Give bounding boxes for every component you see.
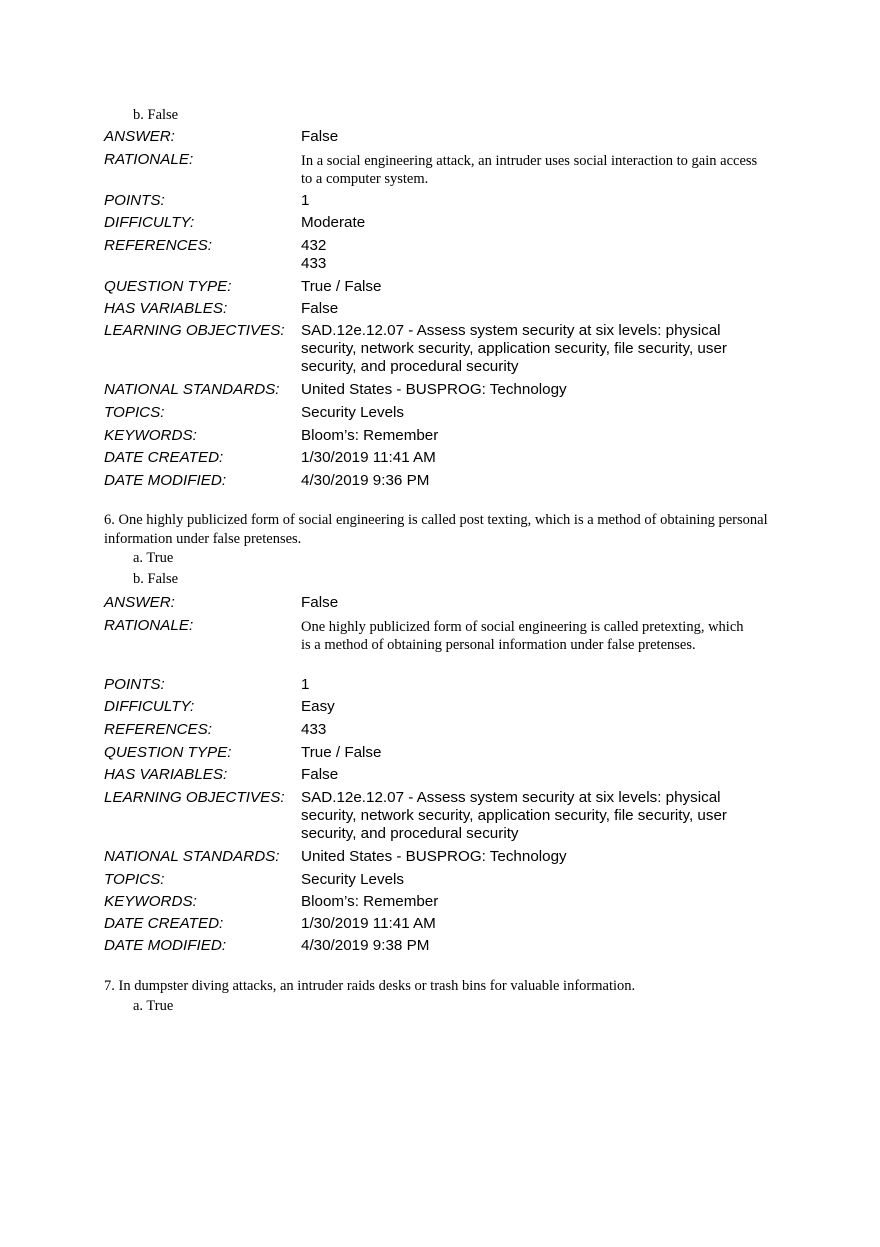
date-modified-label: DATE MODIFIED: (104, 937, 227, 954)
learning-objectives-label: LEARNING OBJECTIVES: (104, 322, 285, 339)
points-value: 1 (301, 192, 310, 209)
question-6-stem: 6. One highly publicized form of social engineering is called post texting, which is a method of obtaining personal information under false pretenses. (104, 512, 768, 547)
references-value: 433 (301, 721, 327, 738)
reference-item: 432 (301, 237, 327, 254)
keywords-label: KEYWORDS: (104, 893, 197, 910)
learning-objectives-value: SAD.12e.12.07 - Assess system security at six levels: physical security, network security, application security, file security, user security, and procedural security (301, 789, 727, 842)
q6-option-a: a. True (133, 550, 174, 566)
references-value (301, 237, 771, 273)
date-created-value: 1/30/2019 11:41 AM (301, 915, 436, 932)
references-label: REFERENCES: (104, 237, 213, 254)
date-created-value: 1/30/2019 11:41 AM (301, 449, 436, 466)
topics-value: Security Levels (301, 404, 404, 421)
has-variables-value: False (301, 300, 339, 317)
question-type-value: True / False (301, 278, 382, 295)
question-7-stem: 7. In dumpster diving attacks, an intruder raids desks or trash bins for valuable information. (104, 978, 636, 994)
date-created-label: DATE CREATED: (104, 449, 224, 466)
keywords-label: KEYWORDS: (104, 427, 197, 444)
rationale-label: RATIONALE: (104, 617, 194, 634)
points-label: POINTS: (104, 192, 165, 209)
difficulty-label: DIFFICULTY: (104, 214, 195, 231)
answer-label: ANSWER: (104, 128, 175, 145)
question-type-label: QUESTION TYPE: (104, 278, 232, 295)
has-variables-label: HAS VARIABLES: (104, 300, 228, 317)
rationale-value: In a social engineering attack, an intruder uses social interaction to gain access to a computer system. (301, 153, 758, 187)
answer-value: False (301, 594, 339, 611)
has-variables-label: HAS VARIABLES: (104, 766, 228, 783)
references-label: REFERENCES: (104, 721, 213, 738)
learning-objectives-value: SAD.12e.12.07 - Assess system security at six levels: physical security, network security, application security, file security, user security, and procedural security (301, 322, 727, 375)
answer-value: False (301, 128, 339, 145)
date-modified-value: 4/30/2019 9:38 PM (301, 937, 430, 954)
prev-option-b: b. False (133, 107, 179, 123)
date-created-label: DATE CREATED: (104, 915, 224, 932)
reference-item: 433 (301, 255, 327, 272)
rationale-label: RATIONALE: (104, 151, 194, 168)
keywords-value: Bloom’s: Remember (301, 427, 439, 444)
has-variables-value: False (301, 766, 339, 783)
difficulty-value: Easy (301, 698, 335, 715)
question-type-value: True / False (301, 744, 382, 761)
q7-option-a: a. True (133, 998, 174, 1014)
learning-objectives-label: LEARNING OBJECTIVES: (104, 789, 285, 806)
answer-label: ANSWER: (104, 594, 175, 611)
keywords-value: Bloom’s: Remember (301, 893, 439, 910)
national-standards-label: NATIONAL STANDARDS: (104, 381, 280, 398)
rationale-value: One highly publicized form of social engineering is called pretexting, which is a method of obtaining personal information under false pretenses. (301, 619, 744, 653)
points-label: POINTS: (104, 676, 165, 693)
difficulty-value: Moderate (301, 214, 366, 231)
national-standards-value: United States - BUSPROG: Technology (301, 381, 567, 398)
difficulty-label: DIFFICULTY: (104, 698, 195, 715)
topics-value: Security Levels (301, 871, 404, 888)
topics-label: TOPICS: (104, 404, 165, 421)
question-type-label: QUESTION TYPE: (104, 744, 232, 761)
national-standards-value: United States - BUSPROG: Technology (301, 848, 567, 865)
national-standards-label: NATIONAL STANDARDS: (104, 848, 280, 865)
date-modified-label: DATE MODIFIED: (104, 472, 227, 489)
q6-option-b: b. False (133, 571, 179, 587)
date-modified-value: 4/30/2019 9:36 PM (301, 472, 430, 489)
points-value: 1 (301, 676, 310, 693)
topics-label: TOPICS: (104, 871, 165, 888)
